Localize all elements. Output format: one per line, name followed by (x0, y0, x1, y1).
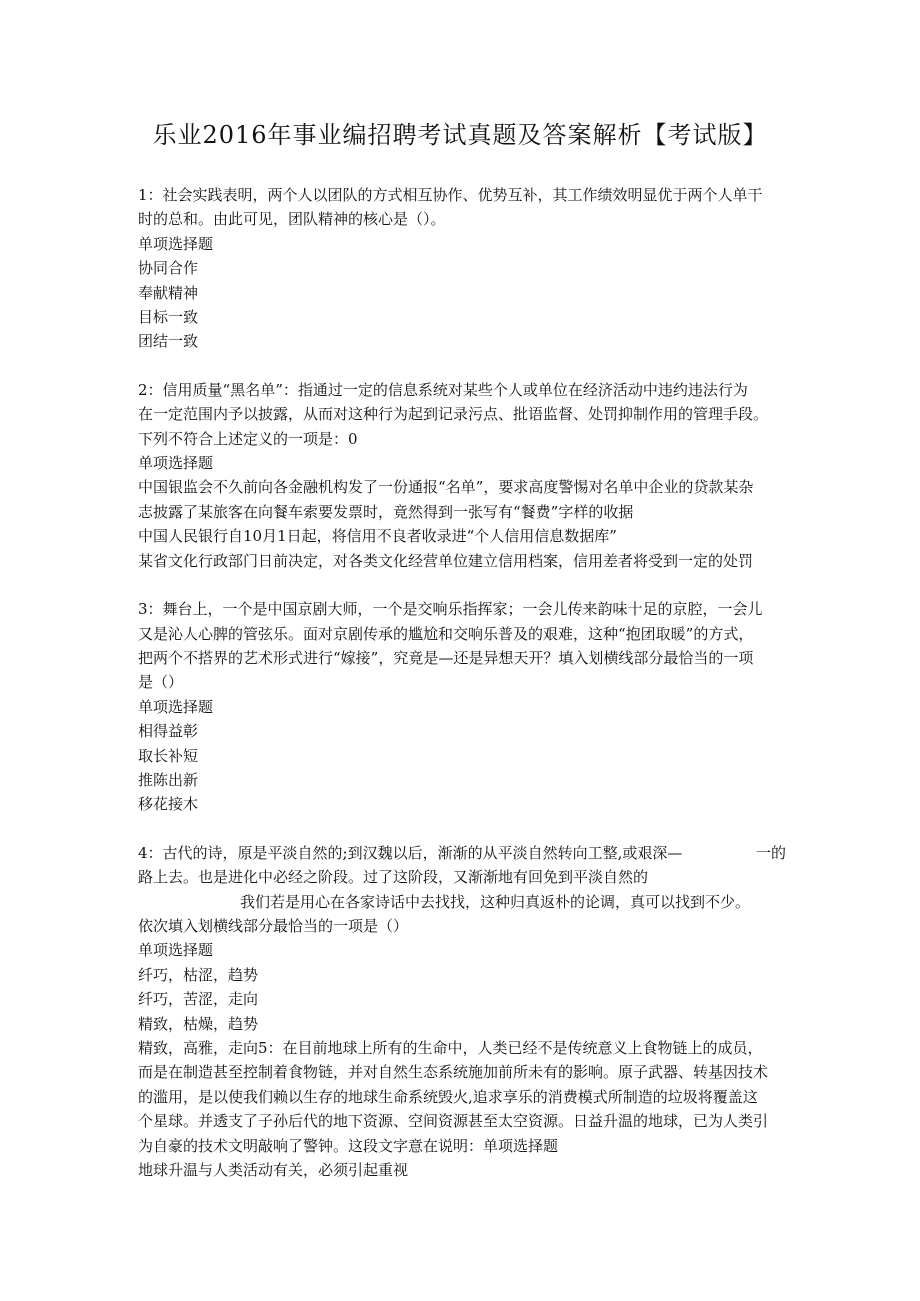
question-text-line: 下列不符合上述定义的一项是：0 (138, 429, 358, 448)
question-3 (138, 597, 786, 817)
question-text-line: 依次填入划横线部分最恰当的一项是（） (138, 916, 409, 935)
question-text-line: 在一定范围内予以披露，从而对这种行为起到记录污点、批语监督、处罚抑制作用的管理手段。 (138, 405, 769, 424)
answer-option: 移花接木 (138, 795, 199, 814)
answer-option: 奉献精神 (138, 283, 199, 302)
question-text-line: 我们若是用心在各家诗话中去找找，这种归真返朴的论调，真可以找到不少。 (240, 892, 751, 911)
question-type-label: 单项选择题 (138, 234, 214, 253)
answer-option: 取长补短 (138, 746, 199, 765)
question-type-label: 单项选择题 (138, 697, 214, 716)
question-text-line: 精致，高雅，走向5：在目前地球上所有的生命中，人类已经不是传统意义上食物链上的成员， (138, 1039, 763, 1057)
question-text-line: 3：舞台上，一个是中国京剧大师，一个是交响乐指挥家；一会儿传来韵味十足的京腔，一会儿 (138, 600, 763, 619)
question-text-segment: 一的 (755, 843, 786, 862)
answer-option: 精致，枯燥，趋势 (138, 1014, 259, 1033)
answer-option: 纤巧，苦涩，走向 (138, 990, 259, 1009)
question-type-label: 单项选择题 (138, 454, 214, 473)
question-type-label: 单项选择题 (138, 941, 214, 960)
answer-option: 中国银监会不久前向各金融机构发了一份通报“名单”，要求高度警惕对名单中企业的贷款某杂 (138, 478, 754, 497)
answer-option: 协同合作 (138, 259, 199, 278)
question-text-line: 2：信用质量“黑名单”：指通过一定的信息系统对某些个人或单位在经济活动中违约违法行为 (138, 380, 748, 399)
question-text-line: 时的总和。由此可见，团队精神的核心是（）。 (138, 210, 446, 229)
answer-option: 志披露了某旅客在向餐车索要发票时，竟然得到一张写有“餐费”字样的收据 (138, 502, 634, 521)
question-5 (138, 1036, 786, 1182)
answer-option: 团结一致 (138, 332, 199, 351)
question-2 (138, 378, 786, 573)
answer-option: 地球升温与人类活动有关，必须引起重视 (138, 1161, 409, 1180)
question-text-line: 1：社会实践表明，两个人以团队的方式相互协作、优势互补，其工作绩效明显优于两个人单干 (138, 186, 763, 204)
question-text-line: 而是在制造甚至控制着食物链，并对自然生态系统施加前所未有的影响。原子武器、转基因技术 (138, 1063, 769, 1082)
question-4 (138, 841, 786, 1036)
question-text-line: 又是沁人心脾的管弦乐。面对京剧传承的尴尬和交响乐普及的艰难，这种“抱团取暖”的方式， (138, 624, 754, 643)
answer-option: 某省文化行政部门日前决定，对各类文化经营单位建立信用档案，信用差者将受到一定的处罚 (138, 551, 754, 570)
question-text-segment: 4：古代的诗，原是平淡自然的;到汉魏以后，渐渐的从平淡自然转向工整,或艰深— (138, 843, 683, 862)
question-text-line: 的滥用，是以使我们赖以生存的地球生命系统毁火,追求享乐的消费模式所制造的垃圾将覆盖这 (138, 1087, 758, 1106)
question-list (138, 183, 786, 1182)
question-1 (138, 183, 786, 354)
question-text-line: 为自豪的技术文明敲响了警钟。这段文字意在说明：单项选择题 (138, 1136, 559, 1155)
answer-option: 纤巧，枯涩，趋势 (138, 965, 259, 984)
answer-option: 目标一致 (138, 308, 199, 327)
answer-option: 推陈出新 (138, 770, 199, 789)
question-text-line: 路上去。也是进化中必经之阶段。过了这阶段，又渐渐地有回免到平淡自然的 (138, 868, 649, 887)
question-text-line: 是（） (138, 673, 184, 692)
answer-option: 相得益彰 (138, 722, 199, 741)
answer-option: 中国人民银行自10月1日起，将信用不良者收录进“个人信用信息数据库” (138, 527, 617, 546)
question-text-line (138, 841, 786, 865)
question-text-line: 个星球。并透支了子孙后代的地下资源、空间资源甚至太空资源。日益升温的地球，已为人类引 (138, 1112, 769, 1131)
document-title: 乐业2016年事业编招聘考试真题及答案解析【考试版】 (152, 121, 768, 149)
question-text-line: 把两个不搭界的艺术形式进行“嫁接”，究竟是—还是异想天开？填入划横线部分最恰当的一项 (138, 648, 754, 667)
